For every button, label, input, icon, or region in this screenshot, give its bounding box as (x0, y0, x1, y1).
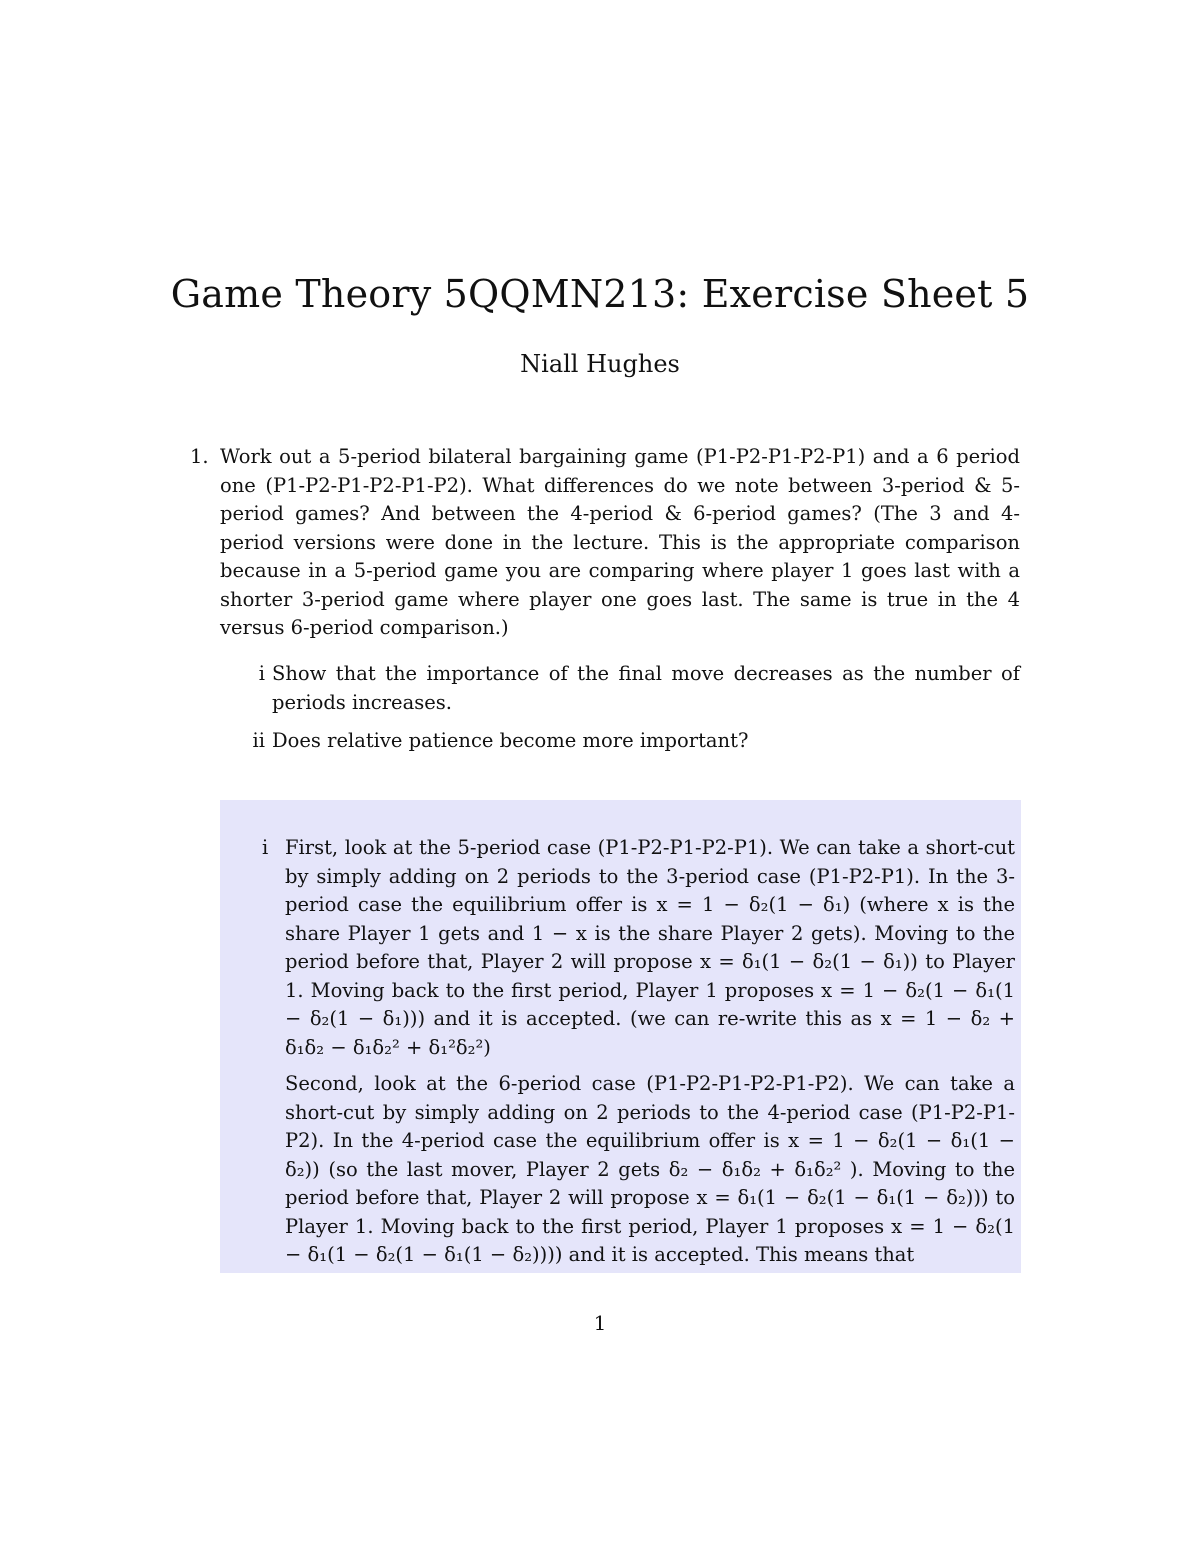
question-number: 1. (190, 445, 209, 468)
question-part-text: Does relative patience become more important? (272, 729, 749, 752)
question-part-text: Show that the importance of the final move decreases as the number of periods increases. (272, 662, 1020, 714)
author-name: Niall Hughes (520, 350, 680, 378)
answer-paragraph-1: First, look at the 5-period case (P1-P2-P1-P2-P1). We can take a short-cut by simply adding on 2 periods to the 3-period case (P1-P2-P1). In the 3-period case the equilibrium offer is x = 1 − δ₂(1 − δ₁) (where x is the share Player 1 gets and 1 − x is the share Player 2 gets). Moving to the period before that, Player 2 will propose x = δ₁(1 − δ₂(1 − δ₁)) to Player 1. Moving back to the first period, Player 1 proposes x = 1 − δ₂(1 − δ₁(1 − δ₂(1 − δ₁))) and it is accepted. (we can re-write this as x = 1 − δ₂ + δ₁δ₂ − δ₁δ₂² + δ₁²δ₂²) (285, 836, 1015, 1059)
page-title: Game Theory 5QQMN213: Exercise Sheet 5 (170, 272, 1030, 316)
page-number: 1 (593, 1311, 607, 1335)
answer-label: i (262, 836, 269, 859)
question-text: Work out a 5-period bilateral bargaining game (P1-P2-P1-P2-P1) and a 6 period one (P1-P2-P1-P2-P1-P2). What differences do we note between 3-period & 5-period games? And between the 4-period & 6-period games? (The 3 and 4-period versions were done in the lecture. This is the appropriate comparison because in a 5-period game you are comparing where player 1 goes last with a shorter 3-period game where player one goes last. The same is true in the 4 versus 6-period comparison.) (220, 445, 1020, 639)
answer-paragraph-2: Second, look at the 6-period case (P1-P2-P1-P2-P1-P2). We can take a short-cut by simply adding on 2 periods to the 4-period case (P1-P2-P1-P2). In the 4-period case the equilibrium offer is x = 1 − δ₂(1 − δ₁(1 − δ₂)) (so the last mover, Player 2 gets δ₂ − δ₁δ₂ + δ₁δ₂² ). Moving to the period before that, Player 2 will propose x = δ₁(1 − δ₂(1 − δ₁(1 − δ₂))) to Player 1. Moving back to the first period, Player 1 proposes x = 1 − δ₂(1 − δ₁(1 − δ₂(1 − δ₁(1 − δ₂)))) and it is accepted. This means that (285, 1072, 1015, 1266)
question-part-label: i (258, 662, 265, 685)
question-part-label: ii (252, 729, 265, 752)
